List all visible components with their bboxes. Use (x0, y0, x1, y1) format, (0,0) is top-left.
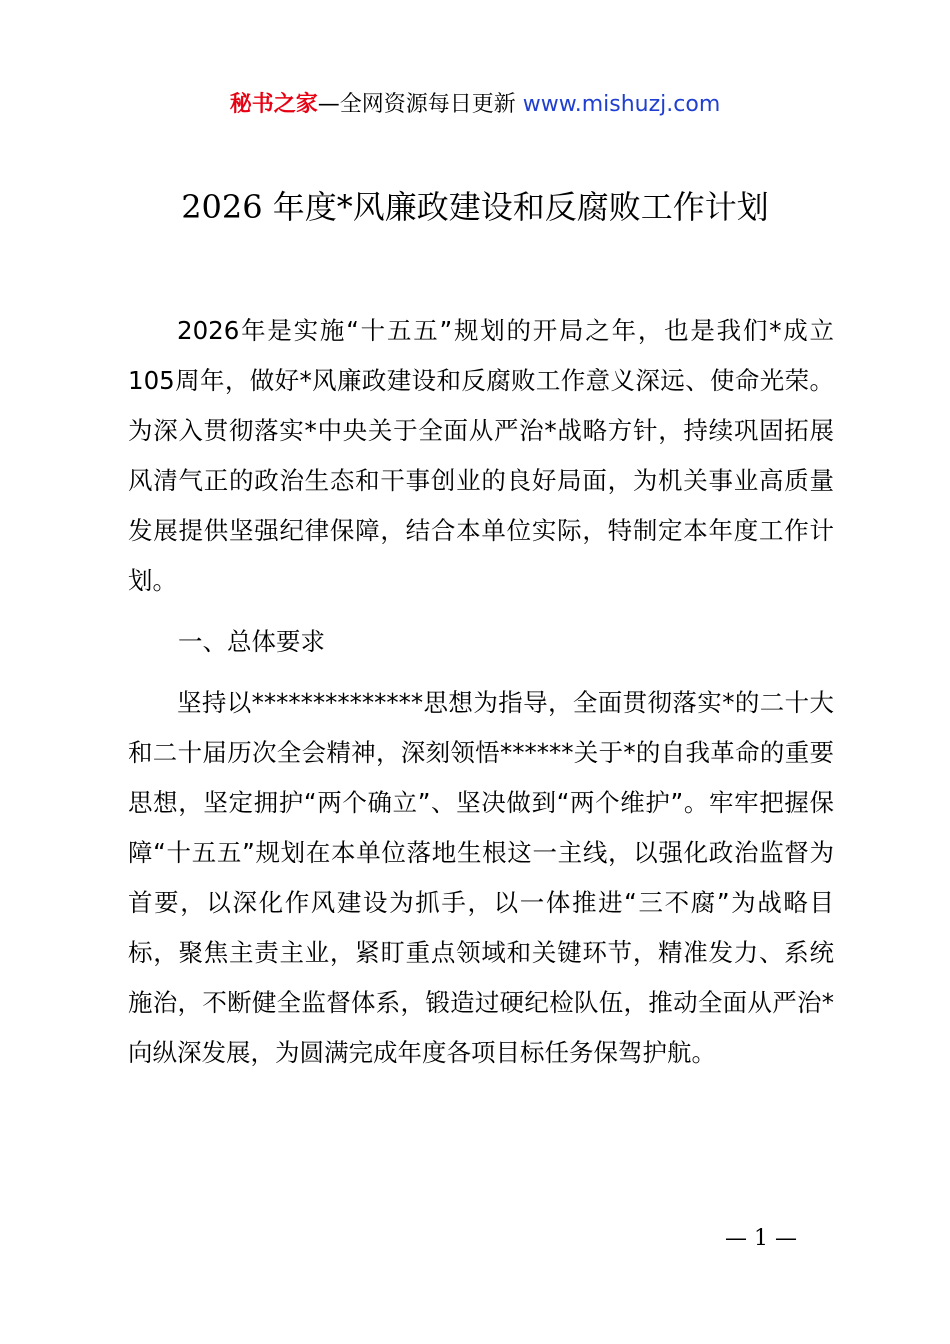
site-name: 秘书之家 (229, 92, 318, 117)
site-tagline: —全网资源每日更新 (317, 92, 516, 117)
section-heading: 一、总体要求 (178, 627, 325, 656)
site-header (0, 88, 950, 122)
page-number: — 1 — (725, 1226, 797, 1251)
section-paragraph: 坚持以**************思想为指导，全面贯彻落实*的二十大和二十届历次全会精神，深刻领悟******关于*的自我革命的重要思想，坚定拥护“两个确立”、坚决做到“两个维护”。牢牢把握保障“十五五”规划在本单位落地生根这一主线，以强化政治监督为首要，以深化作风建设为抓手，以一体推进“三不腐”为战略目标，聚焦主责主业，紧盯重点领域和关键环节，精准发力、系统施治，不断健全监督体系，锻造过硬纪检队伍，推动全面从严治*向纵深发展，为圆满完成年度各项目标任务保驾护航。 (128, 688, 834, 1067)
document-title: 2026 年度*风廉政建设和反腐败工作计划 (181, 188, 769, 226)
site-url-link[interactable]: www.mishuzj.com (515, 92, 721, 117)
intro-paragraph: 2026年是实施“十五五”规划的开局之年，也是我们*成立105周年，做好*风廉政建设和反腐败工作意义深远、使命光荣。为深入贯彻落实*中央关于全面从严治*战略方针，持续巩固拓展风清气正的政治生态和干事创业的良好局面，为机关事业高质量发展提供坚强纪律保障，结合本单位实际，特制定本年度工作计划。 (128, 316, 834, 595)
